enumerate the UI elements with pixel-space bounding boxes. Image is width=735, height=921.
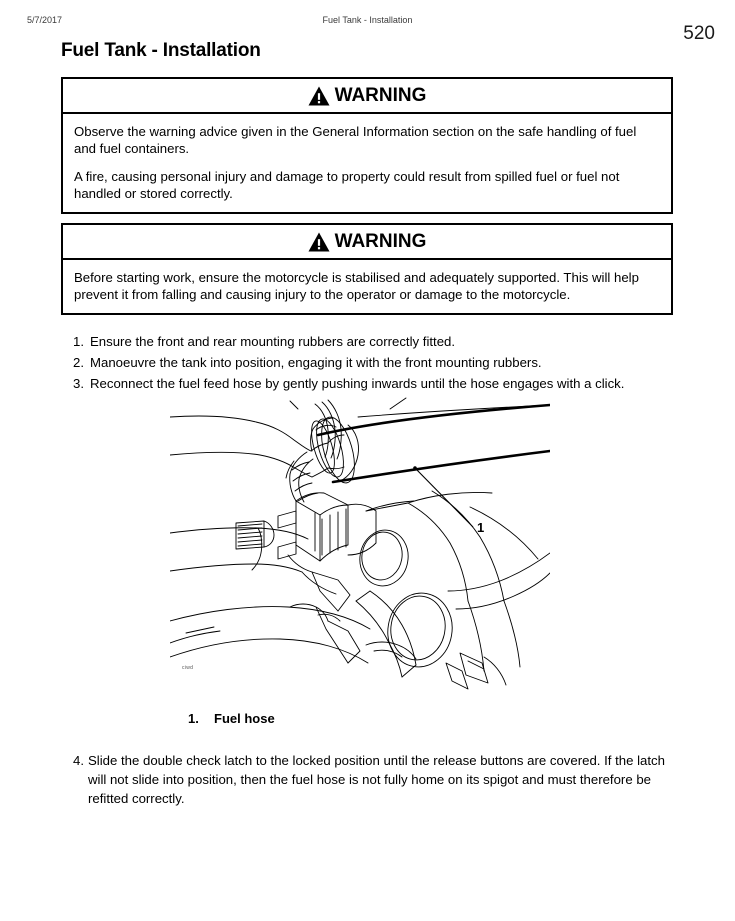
list-item [64, 331, 704, 352]
callout-number-1: 1 [477, 520, 485, 535]
list-item-text: Slide the double check latch to the locked position until the release buttons are covered. If the latch will not slide into position, then the fuel hose is not fully home on its spigot and must therefore be refitted correctly. [88, 753, 665, 806]
warning-body [63, 260, 671, 313]
warning-triangle-icon [308, 232, 330, 252]
list-item-number: 3. [73, 376, 84, 391]
technical-illustration-fuel-hose [170, 395, 550, 695]
warning-box-fuel-handling [61, 77, 673, 214]
list-item [64, 352, 704, 373]
header-date: 5/7/2017 [27, 15, 63, 25]
figure-key [188, 710, 275, 727]
header-running-title: Fuel Tank - Installation [322, 15, 413, 25]
list-item [64, 373, 704, 394]
procedure-list-continued [64, 751, 684, 808]
list-item-text: Ensure the front and rear mounting rubbers are correctly fitted. [90, 334, 456, 349]
illustration-code: ciwd [182, 665, 194, 671]
list-item-text: Manoeuvre the tank into position, engaging it with the front mounting rubbers. [90, 355, 542, 370]
page-number: 520 [683, 23, 715, 44]
page-title: Fuel Tank - Installation [61, 40, 261, 61]
list-item-text: Reconnect the fuel feed hose by gently pushing inwards until the hose engages with a click. [90, 376, 625, 391]
procedure-list [64, 331, 704, 394]
list-item-number: 2. [73, 355, 84, 370]
warning-body [63, 114, 671, 212]
figure-key-label: Fuel hose [214, 711, 275, 726]
figure-key-number: 1. [188, 711, 199, 726]
warning-paragraph: Before starting work, ensure the motorcycle is stabilised and adequately supported. This will help prevent it from falling and causing injury to the operator or damage to the motorcycle. [74, 270, 639, 302]
warning-label: WARNING [334, 230, 427, 252]
warning-header [63, 225, 671, 260]
warning-paragraph: A fire, causing personal injury and damage to property could result from spilled fuel or fuel not handled or stored correctly. [74, 169, 620, 201]
illustration-svg [170, 395, 550, 695]
list-item [64, 751, 684, 808]
warning-box-stabilise-motorcycle [61, 223, 673, 315]
list-item-number: 1. [73, 334, 84, 349]
callout-leader-line [413, 466, 473, 527]
list-item-number: 4. [73, 753, 84, 768]
warning-header [63, 79, 671, 114]
warning-triangle-icon [308, 86, 330, 106]
warning-paragraph: Observe the warning advice given in the General Information section on the safe handling of fuel and fuel containers. [74, 124, 637, 156]
warning-label: WARNING [334, 84, 427, 106]
